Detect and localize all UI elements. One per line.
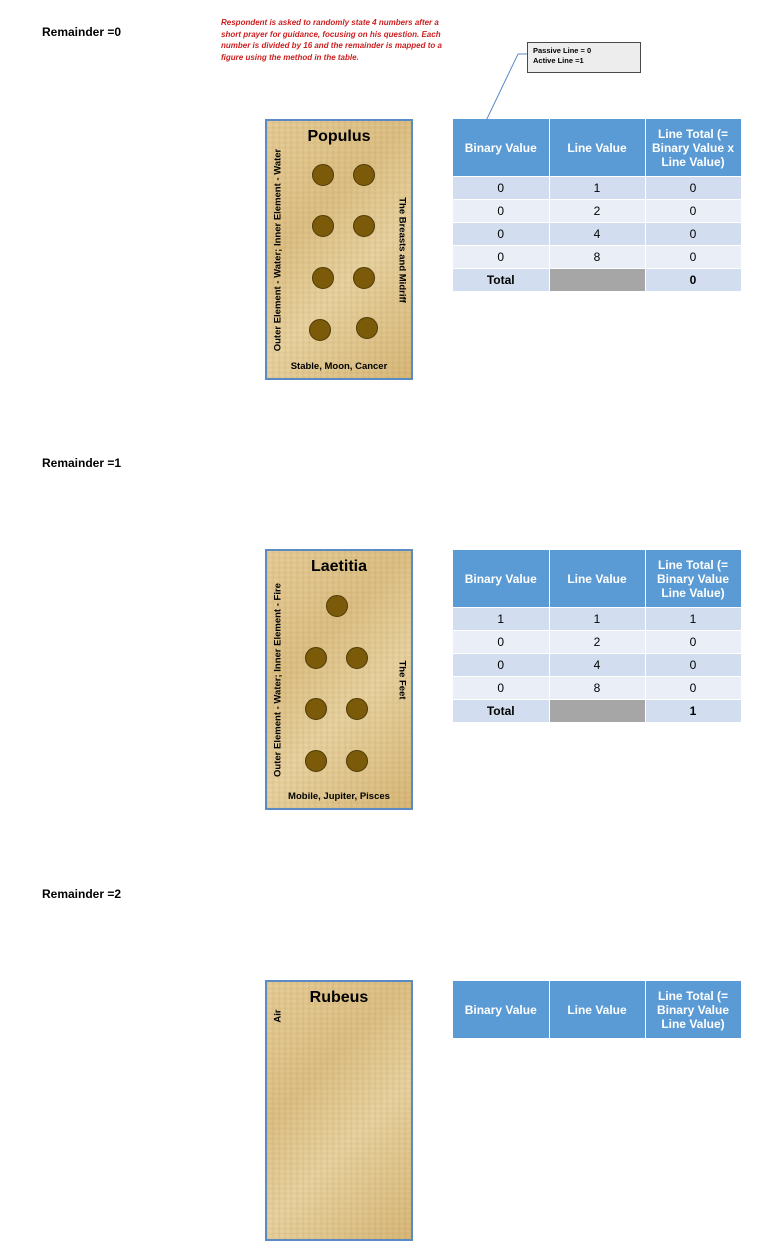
figure-dot [309,319,331,341]
cell: 8 [549,677,645,700]
header-line-value: Line Value [549,119,645,177]
cell: 1 [453,608,549,631]
cell: 4 [549,223,645,246]
figure-dot [346,750,368,772]
header-line-total: Line Total (= Binary Value x Line Value) [645,119,741,177]
remainder-heading: Remainder =2 [42,887,122,901]
figure-dot [305,647,327,669]
figure-dot [305,750,327,772]
header-binary-value: Binary Value [453,981,549,1038]
figure-elements: Air [272,1009,284,1023]
cell: 0 [453,223,549,246]
total-value: 1 [645,700,741,723]
cell: 0 [645,631,741,654]
table-total-row [453,700,741,723]
cell: 4 [549,654,645,677]
figure-dot [346,698,368,720]
table-row [453,246,741,269]
geomantic-figure-card [265,119,413,380]
cell: 0 [645,223,741,246]
geomantic-figure-card [265,549,413,810]
cell: 0 [645,654,741,677]
cell: 8 [549,246,645,269]
header-line-total: Line Total (= Binary Value Line Value) [645,981,741,1038]
blank-cell [549,269,645,292]
cell: 2 [549,631,645,654]
figure-dot [353,267,375,289]
cell: 1 [549,177,645,200]
line-legend-callout [527,42,641,73]
figure-name: Populus [307,128,371,145]
cell: 0 [453,654,549,677]
figure-body-part: The Breasts and Midriff [396,196,408,303]
figure-name: Laetitia [310,558,367,575]
cell: 0 [645,677,741,700]
figure-attributes: Mobile, Jupiter, Pisces [288,791,390,802]
total-value: 0 [645,269,741,292]
figure-dot [305,698,327,720]
cell: 0 [453,631,549,654]
figure-attributes: Stable, Moon, Cancer [290,361,388,372]
header-line-value: Line Value [549,981,645,1038]
table-header-row [453,550,741,608]
cell: 0 [453,200,549,223]
figure-dot [312,164,334,186]
blank-cell [549,700,645,723]
binary-table [453,550,742,722]
header-binary-value: Binary Value [453,550,549,608]
table-row [453,677,741,700]
callout-active-line: Active Line =1 [533,56,584,65]
remainder-heading: Remainder =0 [42,25,122,39]
total-label: Total [453,700,549,723]
table-row [453,177,741,200]
total-label: Total [453,269,549,292]
remainder-heading: Remainder =1 [42,456,122,470]
figure-dot [353,215,375,237]
cell: 0 [645,246,741,269]
binary-table [453,119,742,291]
figure-dot [312,215,334,237]
figure-dot [326,595,348,617]
figure-dot [356,317,378,339]
header-binary-value: Binary Value [453,119,549,177]
callout-passive-line: Passive Line = 0 [533,46,592,55]
figure-body-part: The Feet [396,659,408,700]
figure-name: Rubeus [309,989,369,1006]
figure-elements: Outer Element - Water; Inner Element - Fire [272,582,284,777]
cell: 0 [645,177,741,200]
table-header-row [453,981,741,1038]
table-header-row [453,119,741,177]
table-row [453,631,741,654]
header-line-value: Line Value [549,550,645,608]
figure-dot [346,647,368,669]
table-row [453,223,741,246]
cell: 1 [549,608,645,631]
header-line-total: Line Total (= Binary Value Line Value) [645,550,741,608]
table-total-row [453,269,741,292]
cell: 0 [645,200,741,223]
cell: 0 [453,246,549,269]
cell: 0 [453,177,549,200]
instruction-note: Respondent is asked to randomly state 4 numbers after a short prayer for guidance, focusing on his question. Each number is divided by 16 and the remainder is mapped to a figure using the method in the table. [221,18,442,62]
cell: 2 [549,200,645,223]
table-row [453,608,741,631]
figure-elements: Outer Element - Water; Inner Element - Water [272,148,284,351]
figure-dot [353,164,375,186]
cell: 1 [645,608,741,631]
table-row [453,654,741,677]
binary-table [453,981,742,1038]
geomantic-figure-card [265,980,413,1241]
figure-dot [312,267,334,289]
cell: 0 [453,677,549,700]
table-row [453,200,741,223]
